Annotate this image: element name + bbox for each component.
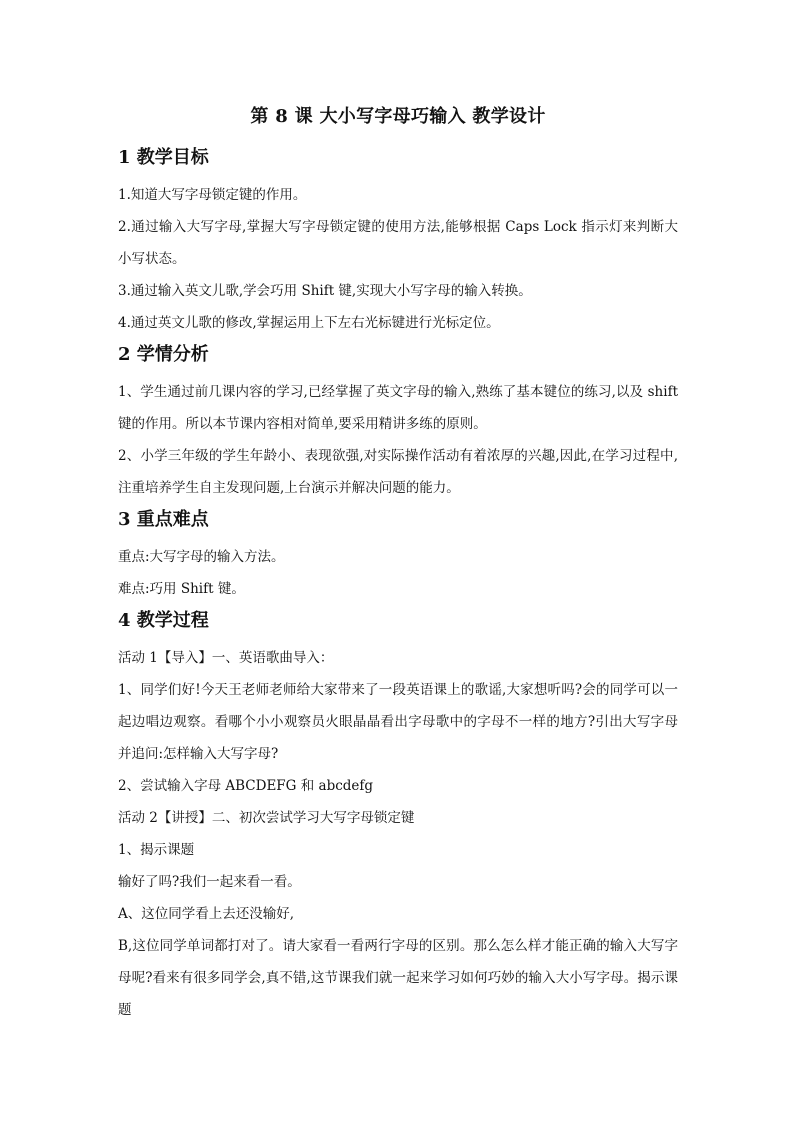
section-teaching-process bbox=[118, 608, 678, 1026]
paragraph: 1.知道大写字母锁定键的作用。 bbox=[118, 187, 307, 203]
paragraph: 4.通过英文儿歌的修改,掌握运用上下左右光标键进行光标定位。 bbox=[118, 315, 500, 331]
section-heading: 3 重点难点 bbox=[118, 509, 209, 530]
section-heading: 1 教学目标 bbox=[118, 147, 209, 168]
section-teaching-goals bbox=[118, 145, 678, 339]
paragraph: 3.通过输入英文儿歌,学会巧用 Shift 键,实现大小写字母的输入转换。 bbox=[118, 283, 532, 299]
paragraph: 1、学生通过前几课内容的学习,已经掌握了英文字母的输入,熟练了基本键位的练习,以及 shift 键的作用。所以本节课内容相对简单,要采用精讲多练的原则。 bbox=[118, 384, 678, 432]
section-heading: 4 教学过程 bbox=[118, 610, 209, 631]
section-key-difficult-points bbox=[118, 507, 678, 605]
paragraph: 2、小学三年级的学生年龄小、表现欲强,对实际操作活动有着浓厚的兴趣,因此,在学习过程中,注重培养学生自主发现问题,上台演示并解决问题的能力。 bbox=[118, 448, 678, 496]
paragraph: 重点:大写字母的输入方法。 bbox=[118, 549, 285, 565]
section-heading: 2 学情分析 bbox=[118, 344, 209, 365]
paragraph: 难点:巧用 Shift 键。 bbox=[118, 581, 245, 597]
paragraph: 活动 1【导入】一、英语歌曲导入： bbox=[118, 650, 334, 666]
paragraph: 2.通过输入大写字母,掌握大写字母锁定键的使用方法,能够根据 Caps Lock 指示灯来判断大小写状态。 bbox=[118, 219, 678, 267]
paragraph: 输好了吗?我们一起来看一看。 bbox=[118, 874, 301, 890]
paragraph: 活动 2【讲授】二、初次尝试学习大写字母锁定键 bbox=[118, 810, 415, 826]
document-title: 第 8 课 大小写字母巧输入 教学设计 bbox=[250, 106, 546, 127]
paragraph: B,这位同学单词都打对了。请大家看一看两行字母的区别。那么怎么样才能正确的输入大写字母呢?看来有很多同学会,真不错,这节课我们就一起来学习如何巧妙的输入大小写字母。揭示课题 bbox=[118, 938, 678, 1018]
paragraph: A、这位同学看上去还没输好, bbox=[118, 906, 295, 922]
section-student-analysis bbox=[118, 342, 678, 504]
paragraph: 2、尝试输入字母 ABCDEFG 和 abcdefg bbox=[118, 778, 374, 794]
paragraph: 1、同学们好!今天王老师老师给大家带来了一段英语课上的歌谣,大家想听吗?会的同学可以一起边唱边观察。看哪个小小观察员火眼晶晶看出字母歌中的字母不一样的地方?引出大写字母并追问:怎样输入大写字母? bbox=[118, 682, 678, 762]
paragraph: 1、揭示课题 bbox=[118, 842, 195, 858]
document-page bbox=[118, 104, 678, 1029]
